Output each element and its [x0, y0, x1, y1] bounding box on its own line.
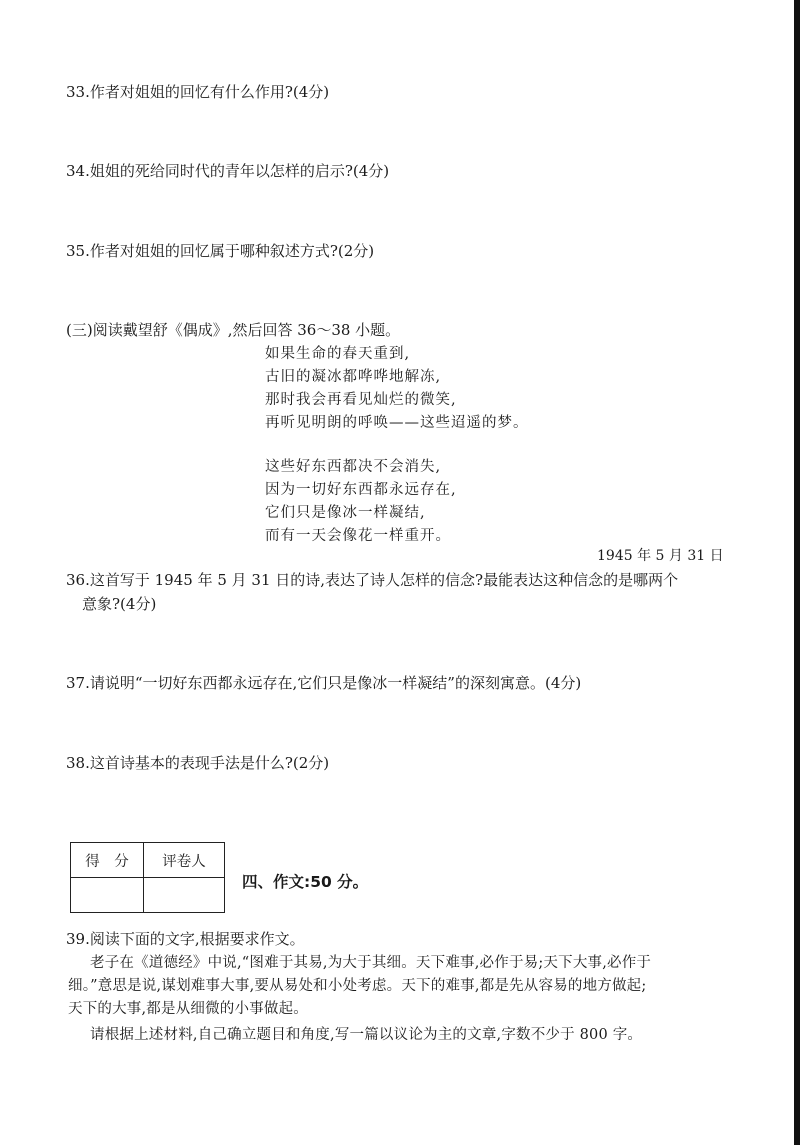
poem-line: 而有一天会像花一样重开。: [265, 528, 451, 544]
question-36-cont: 意象?(4分): [82, 595, 157, 613]
section-3-intro: (三)阅读戴望舒《偶成》,然后回答 36～38 小题。: [66, 321, 401, 339]
poem-line: 因为一切好东西都永远存在,: [265, 482, 457, 498]
score-cell[interactable]: [71, 878, 144, 913]
grader-cell[interactable]: [144, 878, 225, 913]
essay-material-line: 老子在《道德经》中说,“图难于其易,为大于其细。天下难事,必作于易;天下大事,必作于: [90, 955, 652, 971]
question-38: 38.这首诗基本的表现手法是什么?(2分): [66, 754, 330, 772]
poem-line: 再听见明朗的呼唤——这些迢遥的梦。: [265, 415, 529, 431]
poem-line: 这些好东西都决不会消失,: [265, 459, 442, 475]
question-39: 39.阅读下面的文字,根据要求作文。: [66, 930, 305, 948]
question-36: 36.这首写于 1945 年 5 月 31 日的诗,表达了诗人怎样的信念?最能表达这种信念的是哪两个: [66, 571, 679, 589]
poem-line: 它们只是像冰一样凝结,: [265, 505, 426, 521]
scan-edge: [794, 0, 800, 1145]
score-table: [70, 842, 225, 913]
essay-material-line: 细。”意思是说,谋划难事大事,要从易处和小处考虑。天下的难事,都是先从容易的地方做起;: [68, 978, 647, 994]
grader-header: 评卷人: [144, 843, 225, 878]
poem-line: 那时我会再看见灿烂的微笑,: [265, 392, 457, 408]
essay-material-line: 天下的大事,都是从细微的小事做起。: [68, 1001, 309, 1017]
essay-requirement: 请根据上述材料,自己确立题目和角度,写一篇以议论为主的文章,字数不少于 800 字。: [90, 1027, 643, 1043]
question-37: 37.请说明“一切好东西都永远存在,它们只是像冰一样凝结”的深刻寓意。(4分): [66, 674, 582, 692]
question-33: 33.作者对姐姐的回忆有什么作用?(4分): [66, 83, 330, 101]
question-35: 35.作者对姐姐的回忆属于哪种叙述方式?(2分): [66, 242, 375, 260]
question-34: 34.姐姐的死给同时代的青年以怎样的启示?(4分): [66, 162, 390, 180]
poem-line: 如果生命的春天重到,: [265, 346, 411, 362]
section-4-title: 四、作文:50 分。: [242, 873, 369, 891]
poem-line: 古旧的凝冰都哗哗地解冻,: [265, 369, 442, 385]
score-header: 得 分: [71, 843, 144, 878]
poem-date: 1945 年 5 月 31 日: [597, 548, 724, 564]
